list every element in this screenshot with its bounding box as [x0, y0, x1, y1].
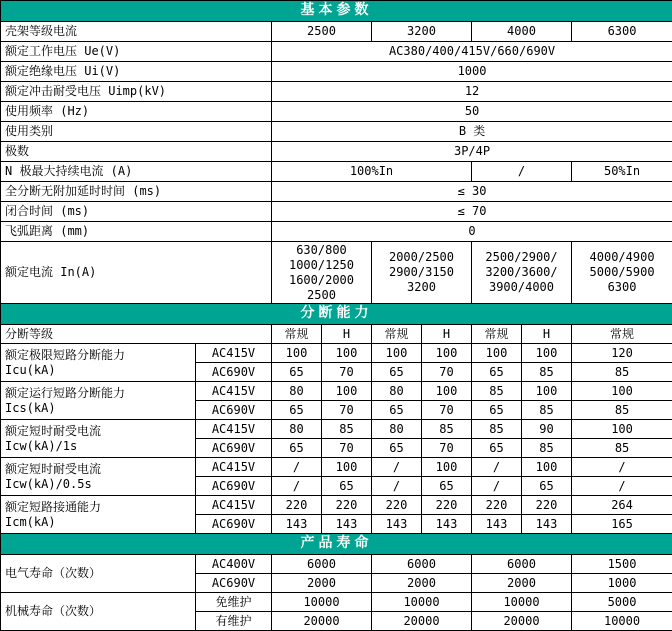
- row-label-cell: 电气寿命（次数）: [1, 555, 196, 593]
- value-cell: H: [322, 325, 372, 344]
- table-row: [1, 382, 672, 401]
- row-label-cell: 使用类别: [1, 122, 272, 142]
- value-cell: /: [372, 458, 422, 477]
- table-row: [1, 162, 672, 182]
- value-cell: 5000: [572, 593, 672, 612]
- value-cell: 85: [572, 439, 672, 458]
- value-cell: AC380/400/415V/660/690V: [272, 42, 672, 62]
- cell-line: Ics(kA): [5, 401, 193, 416]
- value-cell: 3P/4P: [272, 142, 672, 162]
- value-cell: 4000: [472, 22, 572, 42]
- value-cell: 100: [422, 344, 472, 363]
- row-label-cell: [1, 420, 196, 458]
- value-cell: 85: [472, 420, 522, 439]
- value-cell: 100: [472, 344, 522, 363]
- table-row: [1, 122, 672, 142]
- value-cell: 常规: [572, 325, 672, 344]
- value-cell: /: [472, 458, 522, 477]
- value-cell: 100: [422, 458, 472, 477]
- row-label-cell: 全分断无附加延时时间 (ms): [1, 182, 272, 202]
- value-cell: 50: [272, 102, 672, 122]
- value-cell: 2000: [372, 574, 472, 593]
- value-cell: 85: [522, 363, 572, 382]
- table-row: [1, 458, 672, 477]
- value-cell: 85: [522, 401, 572, 420]
- row-label-cell: 额定电流 In(A): [1, 242, 272, 304]
- table-row: [1, 242, 672, 304]
- value-cell: 100: [522, 458, 572, 477]
- cell-line: 额定运行短路分断能力: [5, 386, 193, 401]
- value-cell: 90: [522, 420, 572, 439]
- value-cell: AC690V: [196, 515, 272, 534]
- value-cell: 143: [322, 515, 372, 534]
- value-cell: 143: [422, 515, 472, 534]
- value-cell: 2000: [272, 574, 372, 593]
- value-cell: 65: [322, 477, 372, 496]
- value-cell: 2000: [472, 574, 572, 593]
- value-cell: 143: [472, 515, 522, 534]
- value-cell: 70: [322, 363, 372, 382]
- value-cell: 6000: [372, 555, 472, 574]
- value-cell: [372, 242, 472, 304]
- value-cell: 100: [572, 382, 672, 401]
- row-label-cell: N 极最大持续电流 (A): [1, 162, 272, 182]
- cell-line: Icw(kA)/0.5s: [5, 477, 193, 492]
- value-cell: 12: [272, 82, 672, 102]
- value-cell: 0: [272, 222, 672, 242]
- value-cell: 80: [272, 420, 322, 439]
- value-cell: 85: [572, 363, 672, 382]
- value-cell: 100: [372, 344, 422, 363]
- cell-line: 额定短时耐受电流: [5, 462, 193, 477]
- value-cell: H: [422, 325, 472, 344]
- value-cell: 264: [572, 496, 672, 515]
- row-label-cell: 极数: [1, 142, 272, 162]
- value-cell: 220: [322, 496, 372, 515]
- value-cell: 6000: [272, 555, 372, 574]
- value-cell: H: [522, 325, 572, 344]
- value-cell: 20000: [272, 612, 372, 631]
- row-label-cell: [1, 344, 196, 382]
- table-row: [1, 555, 672, 574]
- value-cell: AC415V: [196, 344, 272, 363]
- value-cell: AC690V: [196, 401, 272, 420]
- cell-line: 3900/4000: [474, 280, 569, 295]
- value-cell: 85: [472, 382, 522, 401]
- table-row: [1, 182, 672, 202]
- value-cell: 常规: [372, 325, 422, 344]
- value-cell: /: [572, 458, 672, 477]
- section-header: 分断能力: [1, 304, 672, 325]
- value-cell: 100: [322, 344, 372, 363]
- value-cell: 10000: [472, 593, 572, 612]
- cell-line: 2000/2500: [374, 250, 469, 265]
- value-cell: 100: [322, 382, 372, 401]
- value-cell: /: [472, 477, 522, 496]
- cell-line: 2500/2900/: [474, 250, 569, 265]
- table-row: [1, 222, 672, 242]
- value-cell: 85: [572, 401, 672, 420]
- value-cell: 165: [572, 515, 672, 534]
- value-cell: 10000: [572, 612, 672, 631]
- value-cell: /: [272, 477, 322, 496]
- table-row: [1, 344, 672, 363]
- value-cell: 85: [522, 439, 572, 458]
- value-cell: /: [272, 458, 322, 477]
- cell-line: 额定极限短路分断能力: [5, 348, 193, 363]
- table-row: [1, 22, 672, 42]
- section-header: 基本参数: [1, 1, 672, 22]
- row-label-cell: 壳架等级电流: [1, 22, 272, 42]
- value-cell: AC415V: [196, 496, 272, 515]
- section-row: [1, 1, 672, 22]
- value-cell: 65: [422, 477, 472, 496]
- value-cell: AC690V: [196, 477, 272, 496]
- value-cell: 免维护: [196, 593, 272, 612]
- value-cell: 100: [422, 382, 472, 401]
- value-cell: 65: [472, 363, 522, 382]
- table-row: [1, 62, 672, 82]
- table-row: [1, 42, 672, 62]
- value-cell: AC690V: [196, 439, 272, 458]
- value-cell: 220: [422, 496, 472, 515]
- value-cell: 143: [272, 515, 322, 534]
- cell-line: 4000/4900: [574, 250, 670, 265]
- cell-line: Icw(kA)/1s: [5, 439, 193, 454]
- value-cell: 100: [572, 420, 672, 439]
- value-cell: 65: [522, 477, 572, 496]
- value-cell: 70: [422, 363, 472, 382]
- value-cell: 65: [272, 363, 322, 382]
- row-label-cell: [1, 458, 196, 496]
- value-cell: 1000: [272, 62, 672, 82]
- value-cell: 1500: [572, 555, 672, 574]
- value-cell: 2500: [272, 22, 372, 42]
- table-row: [1, 82, 672, 102]
- value-cell: 65: [372, 363, 422, 382]
- value-cell: 常规: [272, 325, 322, 344]
- value-cell: 65: [372, 401, 422, 420]
- value-cell: 1000: [572, 574, 672, 593]
- value-cell: 100: [322, 458, 372, 477]
- value-cell: ≤ 70: [272, 202, 672, 222]
- value-cell: AC415V: [196, 382, 272, 401]
- value-cell: 85: [322, 420, 372, 439]
- value-cell: 20000: [372, 612, 472, 631]
- value-cell: 10000: [272, 593, 372, 612]
- value-cell: 143: [522, 515, 572, 534]
- cell-line: 5000/5900: [574, 265, 670, 280]
- value-cell: /: [572, 477, 672, 496]
- spec-table-body: [1, 1, 672, 631]
- value-cell: 常规: [472, 325, 522, 344]
- value-cell: 有维护: [196, 612, 272, 631]
- cell-line: 630/800: [274, 243, 369, 258]
- value-cell: 120: [572, 344, 672, 363]
- row-label-cell: 闭合时间 (ms): [1, 202, 272, 222]
- value-cell: 70: [422, 439, 472, 458]
- row-label-cell: 飞弧距离 (mm): [1, 222, 272, 242]
- value-cell: B 类: [272, 122, 672, 142]
- value-cell: 65: [272, 439, 322, 458]
- value-cell: /: [372, 477, 422, 496]
- row-label-cell: 额定工作电压 Ue(V): [1, 42, 272, 62]
- value-cell: 65: [272, 401, 322, 420]
- cell-line: 额定短路接通能力: [5, 500, 193, 515]
- value-cell: [572, 242, 672, 304]
- value-cell: [472, 242, 572, 304]
- table-row: [1, 593, 672, 612]
- value-cell: 80: [272, 382, 322, 401]
- value-cell: 65: [472, 439, 522, 458]
- value-cell: /: [472, 162, 572, 182]
- value-cell: 80: [372, 420, 422, 439]
- table-row: [1, 420, 672, 439]
- table-row: [1, 202, 672, 222]
- section-row: [1, 304, 672, 325]
- value-cell: [272, 242, 372, 304]
- row-label-cell: [1, 496, 196, 534]
- value-cell: AC690V: [196, 363, 272, 382]
- section-header: 产品寿命: [1, 534, 672, 555]
- cell-line: 1600/2000: [274, 273, 369, 288]
- value-cell: 65: [472, 401, 522, 420]
- row-label-cell: 额定冲击耐受电压 Uimp(kV): [1, 82, 272, 102]
- cell-line: 3200/3600/: [474, 265, 569, 280]
- cell-line: 额定短时耐受电流: [5, 424, 193, 439]
- value-cell: 3200: [372, 22, 472, 42]
- cell-line: 1000/1250: [274, 258, 369, 273]
- value-cell: 20000: [472, 612, 572, 631]
- value-cell: 100: [272, 344, 322, 363]
- value-cell: 100%In: [272, 162, 472, 182]
- value-cell: 70: [422, 401, 472, 420]
- cell-line: 2900/3150: [374, 265, 469, 280]
- value-cell: ≤ 30: [272, 182, 672, 202]
- table-row: [1, 102, 672, 122]
- value-cell: 100: [522, 382, 572, 401]
- table-row: [1, 496, 672, 515]
- value-cell: 6300: [572, 22, 672, 42]
- cell-line: 3200: [374, 280, 469, 295]
- value-cell: 50%In: [572, 162, 672, 182]
- value-cell: 80: [372, 382, 422, 401]
- value-cell: AC415V: [196, 420, 272, 439]
- cell-line: 2500: [274, 288, 369, 303]
- value-cell: AC400V: [196, 555, 272, 574]
- cell-line: 6300: [574, 280, 670, 295]
- value-cell: 70: [322, 439, 372, 458]
- value-cell: 70: [322, 401, 372, 420]
- row-label-cell: 额定绝缘电压 Ui(V): [1, 62, 272, 82]
- value-cell: 220: [522, 496, 572, 515]
- value-cell: 100: [522, 344, 572, 363]
- value-cell: 220: [472, 496, 522, 515]
- value-cell: 220: [372, 496, 422, 515]
- section-row: [1, 534, 672, 555]
- table-row: [1, 325, 672, 344]
- cell-line: Icu(kA): [5, 363, 193, 378]
- value-cell: 10000: [372, 593, 472, 612]
- cell-line: Icm(kA): [5, 515, 193, 530]
- value-cell: 65: [372, 439, 422, 458]
- row-label-cell: 使用频率 (Hz): [1, 102, 272, 122]
- value-cell: 143: [372, 515, 422, 534]
- row-label-cell: 机械寿命（次数）: [1, 593, 196, 631]
- value-cell: 85: [422, 420, 472, 439]
- value-cell: AC690V: [196, 574, 272, 593]
- value-cell: 6000: [472, 555, 572, 574]
- row-label-cell: [1, 382, 196, 420]
- value-cell: AC415V: [196, 458, 272, 477]
- value-cell: 220: [272, 496, 322, 515]
- table-row: [1, 142, 672, 162]
- row-label-cell: 分断等级: [1, 325, 272, 344]
